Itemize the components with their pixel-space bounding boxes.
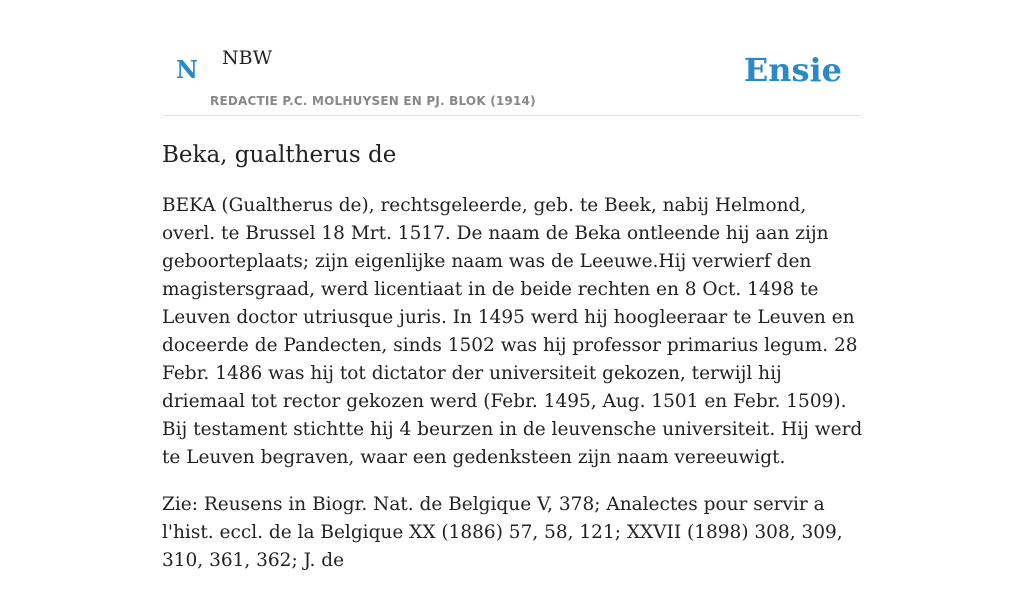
brand-logo[interactable]: Ensie	[743, 51, 842, 89]
source-name[interactable]: NBW	[222, 47, 273, 69]
source-editor: REDACTIE P.C. MOLHUYSEN EN PJ. BLOK (1914)	[210, 94, 536, 108]
article-body	[162, 192, 864, 594]
article-title: Beka, gualtherus de	[162, 142, 397, 168]
article-references: Zie: Reusens in Biogr. Nat. de Belgique V, 378; Analectes pour servir a l'hist. eccl. de la Belgique XX (1886) 57, 58, 121; XXVII (1898) 308, 309, 310, 361, 362; J. de	[162, 494, 843, 571]
source-logo[interactable]: N	[176, 55, 198, 84]
article-paragraph: BEKA (Gualtherus de), rechtsgeleerde, geb. te Beek, nabij Helmond, overl. te Brussel 18 Mrt. 1517. De naam de Beka ontleende hij aan zijn geboorteplaats; zijn eigenlijke naam was de Leeuwe.Hij verwierf den magistersgraad, werd licentiaat in de beide rechten en 8 Oct. 1498 te Leuven doctor utriusque juris. In 1495 werd hij hoogleeraar te Leuven en doceerde de Pandecten, sinds 1502 was hij professor primarius legum. 28 Febr. 1486 was hij tot dictator der universiteit gekozen, terwijl hij driemaal tot rector gekozen werd (Febr. 1495, Aug. 1501 en Febr. 1509). Bij testament stichtte hij 4 beurzen in de leuvensche universiteit. Hij werd te Leuven begraven, waar een gedenksteen zijn naam vereeuwigt.	[162, 195, 863, 468]
site-header	[162, 0, 862, 116]
